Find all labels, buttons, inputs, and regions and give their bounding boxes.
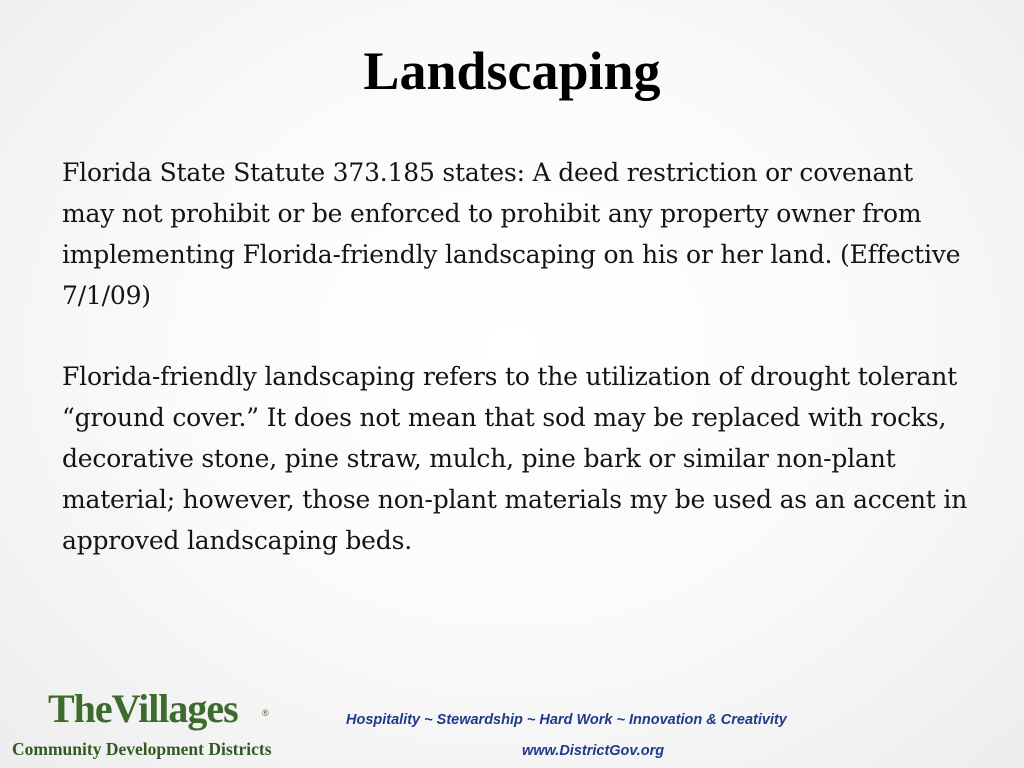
registered-mark: ® [262,708,269,718]
logo-subtitle: Community Development Districts [12,739,272,759]
statute-paragraph: Florida State Statute 373.185 states: A deed restriction or covenant may not prohibit or be enforced to prohibit any property owner from implementing Florida-friendly landscaping on his or her land. (Effective 7/1/09) [62,158,961,310]
footer-motto: Hospitality ~ Stewardship ~ Hard Work ~ Innovation & Creativity [346,712,787,728]
definition-paragraph: Florida-friendly landscaping refers to the utilization of drought tolerant “ground cover.” It does not mean that sod may be replaced with rocks, decorative stone, pine straw, mulch, pine bark or similar non-plant material; however, those non-plant materials my be used as an accent in approved landscaping beds. [62,362,968,555]
footer [0,682,1024,768]
footer-website: www.DistrictGov.org [522,743,665,759]
villages-logo [8,686,318,766]
slide-title: Landscaping [363,41,661,101]
slide-body [62,152,972,561]
logo-wordmark: TheVillages [48,686,238,731]
